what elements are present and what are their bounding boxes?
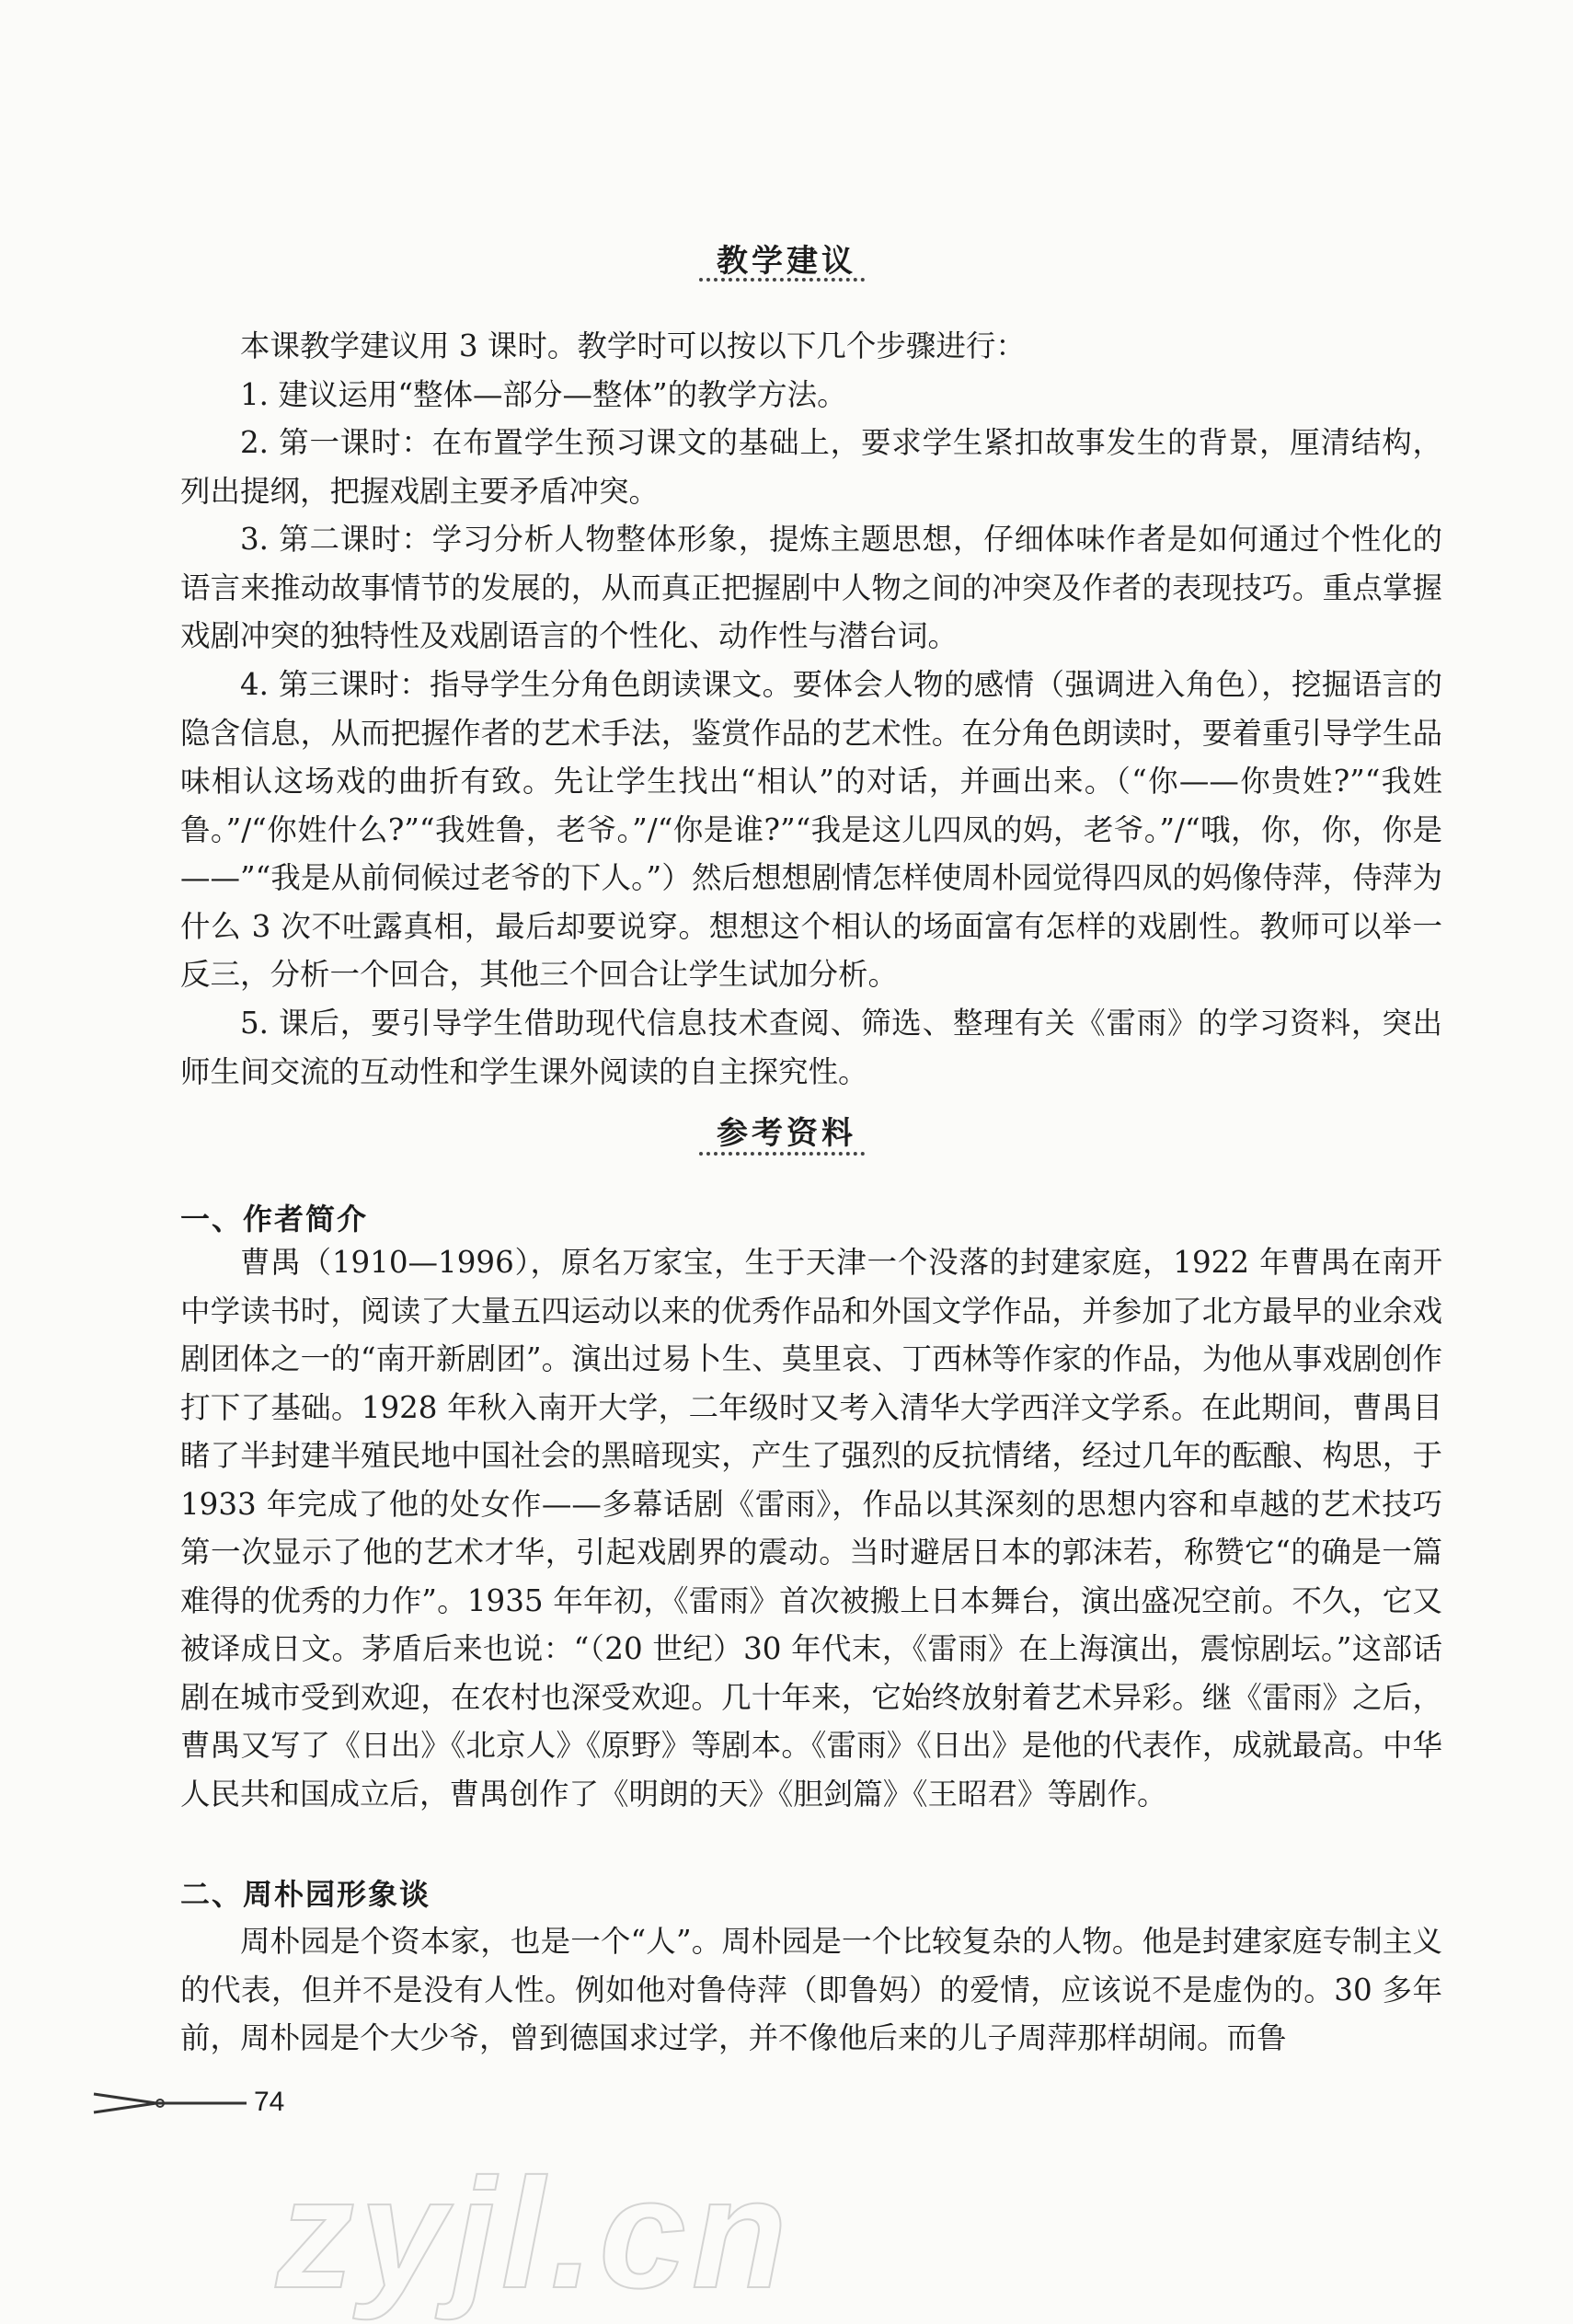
title-dotted-underline <box>699 1152 865 1156</box>
section-title-reference-materials: 参考资料 <box>717 1115 856 1152</box>
subheading-author-intro: 一、作者简介 <box>180 1202 369 1237</box>
quill-decoration-icon <box>92 2088 248 2116</box>
paragraph-step-3: 3. 第二课时：学习分析人物整体形象，提炼主题思想，仔细体味作者是如何通过个性化的语言来推动故事情节的发展的，从而真正把握剧中人物之间的冲突及作者的表现技巧。重点掌握戏剧冲突的独特性及戏剧语言的个性化、动作性与潜台词。 <box>180 522 1442 653</box>
paragraph-intro: 本课教学建议用 3 课时。教学时可以按以下几个步骤进行： <box>240 328 1026 363</box>
paragraph-step-4: 4. 第三课时：指导学生分角色朗读课文。要体会人物的感情（强调进入角色），挖掘语言的隐含信息，从而把握作者的艺术手法，鉴赏作品的艺术性。在分角色朗读时，要着重引导学生品味相认这场戏的曲折有致。先让学生找出“相认”的对话，并画出来。（“你——你贵姓?”“我姓鲁。”/“你姓什么?”“我姓鲁，老爷。”/“你是谁?”“我是这儿四凤的妈，老爷。”/“哦，你，你，你是——”“我是从前伺候过老爷的下人。”）然后想想剧情怎样使周朴园觉得四凤的妈像侍萍，侍萍为什么 3 次不吐露真相，最后却要说穿。想想这个相认的场面富有怎样的戏剧性。教师可以举一反三，分析一个回合，其他三个回合让学生试加分析。 <box>180 667 1442 992</box>
page-footer <box>92 2087 284 2118</box>
subheading-zhou-puyuan: 二、周朴园形象谈 <box>180 1877 431 1912</box>
page-number: 74 <box>254 2087 285 2117</box>
paragraph-step-2: 2. 第一课时：在布置学生预习课文的基础上，要求学生紧扣故事发生的背景，厘清结构，列出提纲，把握戏剧主要矛盾冲突。 <box>180 425 1442 509</box>
section-title-teaching-suggestions: 教学建议 <box>717 243 856 280</box>
watermark: zyjl.cn <box>276 2146 793 2321</box>
paragraph-zhou-puyuan: 周朴园是个资本家，也是一个“人”。周朴园是一个比较复杂的人物。他是封建家庭专制主义的代表，但并不是没有人性。例如他对鲁侍萍（即鲁妈）的爱情，应该说不是虚伪的。30 多年前，周朴园是个大少爷，曾到德国求过学，并不像他后来的儿子周萍那样胡闹。而鲁 <box>180 1924 1442 2055</box>
paragraph-author-intro: 曹禺（1910—1996），原名万家宝，生于天津一个没落的封建家庭，1922 年曹禺在南开中学读书时，阅读了大量五四运动以来的优秀作品和外国文学作品，并参加了北方最早的业余戏剧团体之一的“南开新剧团”。演出过易卜生、莫里哀、丁西林等作家的作品，为他从事戏剧创作打下了基础。1928 年秋入南开大学，二年级时又考入清华大学西洋文学系。在此期间，曹禺目睹了半封建半殖民地中国社会的黑暗现实，产生了强烈的反抗情绪，经过几年的酝酿、构思，于 1933 年完成了他的处女作——多幕话剧《雷雨》，作品以其深刻的思想内容和卓越的艺术技巧第一次显示了他的艺术才华，引起戏剧界的震动。当时避居日本的郭沫若，称赞它“的确是一篇难得的优秀的力作”。1935 年年初，《雷雨》首次被搬上日本舞台，演出盛况空前。不久，它又被译成日文。茅盾后来也说：“（20 世纪）30 年代末，《雷雨》在上海演出，震惊剧坛。”这部话剧在城市受到欢迎，在农村也深受欢迎。几十年来，它始终放射着艺术异彩。继《雷雨》之后，曹禺又写了《日出》《北京人》《原野》等剧本。《雷雨》《日出》是他的代表作，成就最高。中华人民共和国成立后，曹禺创作了《明朗的天》《胆剑篇》《王昭君》等剧作。 <box>180 1245 1442 1812</box>
paragraph-step-1: 1. 建议运用“整体—部分—整体”的教学方法。 <box>240 377 847 412</box>
paragraph-step-5: 5. 课后，要引导学生借助现代信息技术查阅、筛选、整理有关《雷雨》的学习资料，突出师生间交流的互动性和学生课外阅读的自主探究性。 <box>180 1006 1442 1089</box>
title-dotted-underline <box>699 278 865 282</box>
